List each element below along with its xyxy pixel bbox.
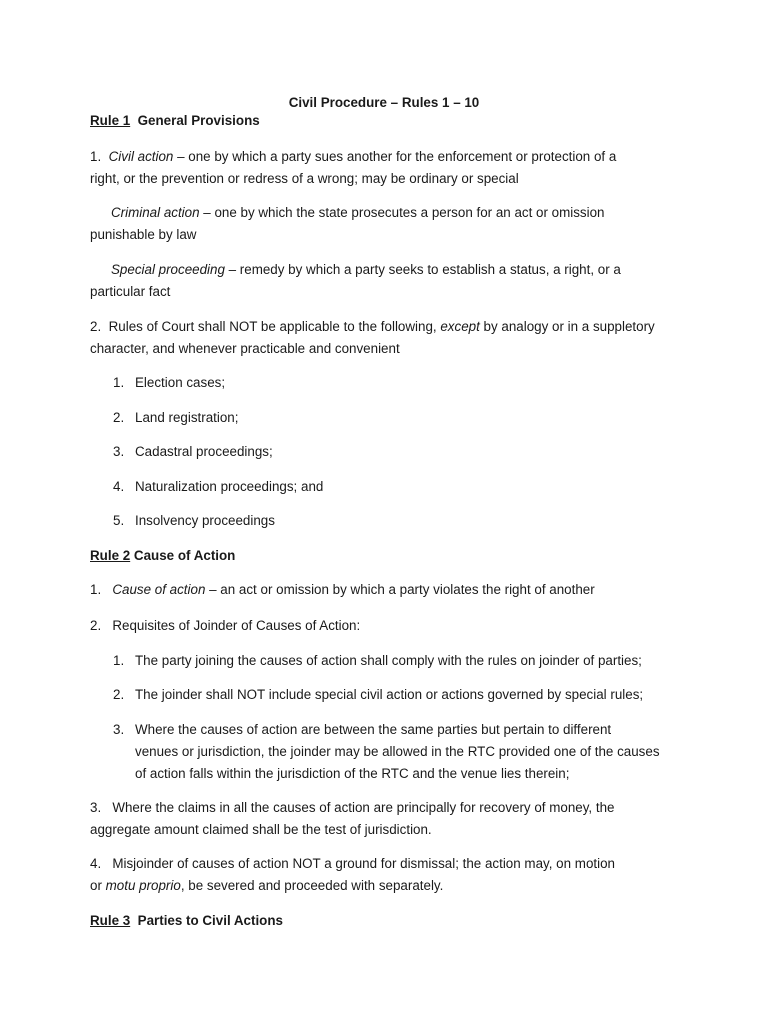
- list-item: Insolvency proceedings: [135, 513, 275, 528]
- list-item-number: 3.: [113, 444, 125, 459]
- rule-2-title: Cause of Action: [133, 548, 236, 563]
- list-item-number: 5.: [113, 513, 125, 528]
- rule-3-label: Rule 3: [90, 913, 131, 928]
- list-item-number: 2.: [113, 687, 125, 702]
- defined-term: Special proceeding: [111, 262, 225, 277]
- rule-2-heading: [90, 547, 235, 565]
- para-number: 4.: [90, 856, 102, 871]
- para-text: Requisites of Joinder of Causes of Action:: [112, 618, 361, 633]
- rule-1-para-2-line-2: punishable by law: [90, 227, 197, 242]
- rule-1-para-4-line-1: [90, 318, 655, 336]
- para-number: 3.: [90, 800, 102, 815]
- rule-1-para-3-line-1: [111, 261, 621, 279]
- rule-3-heading: [90, 912, 283, 930]
- rule-1-para-2-line-1: [111, 204, 605, 222]
- list-item-number: 4.: [113, 479, 125, 494]
- list-item: The joinder shall NOT include special civil action or actions governed by special rules;: [135, 687, 644, 702]
- list-item-number: 3.: [113, 722, 125, 737]
- para-number: 1.: [90, 149, 102, 164]
- list-item-line-2: venues or jurisdiction, the joinder may be allowed in the RTC provided one of the causes: [135, 744, 660, 759]
- emphasis-text: motu proprio: [105, 878, 181, 893]
- list-item-number: 1.: [113, 653, 125, 668]
- list-item-number: 1.: [113, 375, 125, 390]
- list-item: Land registration;: [135, 410, 239, 425]
- para-number: 1.: [90, 582, 102, 597]
- defined-term: Civil action: [108, 149, 174, 164]
- list-item-line-3: of action falls within the jurisdiction of the RTC and the venue lies therein;: [135, 766, 570, 781]
- para-text: by analogy or in a suppletory: [479, 319, 655, 334]
- emphasis-text: except: [440, 319, 480, 334]
- rule-2-para-4-line-1: [90, 855, 615, 873]
- rule-1-para-3-line-2: particular fact: [90, 284, 171, 299]
- rule-2-para-3-line-1: [90, 799, 614, 817]
- list-item: Naturalization proceedings; and: [135, 479, 324, 494]
- rule-2-para-3-line-2: aggregate amount claimed shall be the test of jurisdiction.: [90, 822, 432, 837]
- list-item: The party joining the causes of action shall comply with the rules on joinder of parties;: [135, 653, 642, 668]
- definition-text: – an act or omission by which a party violates the right of another: [205, 582, 595, 597]
- rule-2-para-2: [90, 617, 360, 635]
- rule-2-label: Rule 2: [90, 548, 131, 563]
- rule-1-label: Rule 1: [90, 113, 131, 128]
- definition-text: – remedy by which a party seeks to establish a status, a right, or a: [224, 262, 621, 277]
- para-number: 2.: [90, 319, 102, 334]
- rule-1-para-1-line-1: [90, 148, 616, 166]
- definition-text: – one by which the state prosecutes a person for an act or omission: [203, 205, 605, 220]
- list-item: Cadastral proceedings;: [135, 444, 273, 459]
- rule-3-title: Parties to Civil Actions: [137, 913, 283, 928]
- rule-2-para-1: [90, 581, 595, 599]
- definition-text: – one by which a party sues another for the enforcement or protection of a: [177, 149, 617, 164]
- para-text: Rules of Court shall NOT be applicable to the following,: [108, 319, 441, 334]
- rule-2-para-4-line-2: [90, 877, 443, 895]
- list-item-number: 2.: [113, 410, 125, 425]
- defined-term: Criminal action: [111, 205, 200, 220]
- para-text: Where the claims in all the causes of action are principally for recovery of money, the: [112, 800, 615, 815]
- rule-1-heading: [90, 112, 260, 130]
- list-item: Election cases;: [135, 375, 226, 390]
- para-text: Misjoinder of causes of action NOT a ground for dismissal; the action may, on motion: [112, 856, 615, 871]
- para-text: , be severed and proceeded with separately.: [180, 878, 444, 893]
- rule-1-title: General Provisions: [137, 113, 260, 128]
- defined-term: Cause of action: [112, 582, 206, 597]
- para-number: 2.: [90, 618, 102, 633]
- rule-1-para-1-line-2: right, or the prevention or redress of a wrong; may be ordinary or special: [90, 171, 519, 186]
- para-text: or: [90, 878, 106, 893]
- list-item-line-1: Where the causes of action are between the same parties but pertain to different: [135, 722, 612, 737]
- rule-1-para-4-line-2: character, and whenever practicable and convenient: [90, 341, 400, 356]
- document-title: Civil Procedure – Rules 1 – 10: [288, 95, 480, 110]
